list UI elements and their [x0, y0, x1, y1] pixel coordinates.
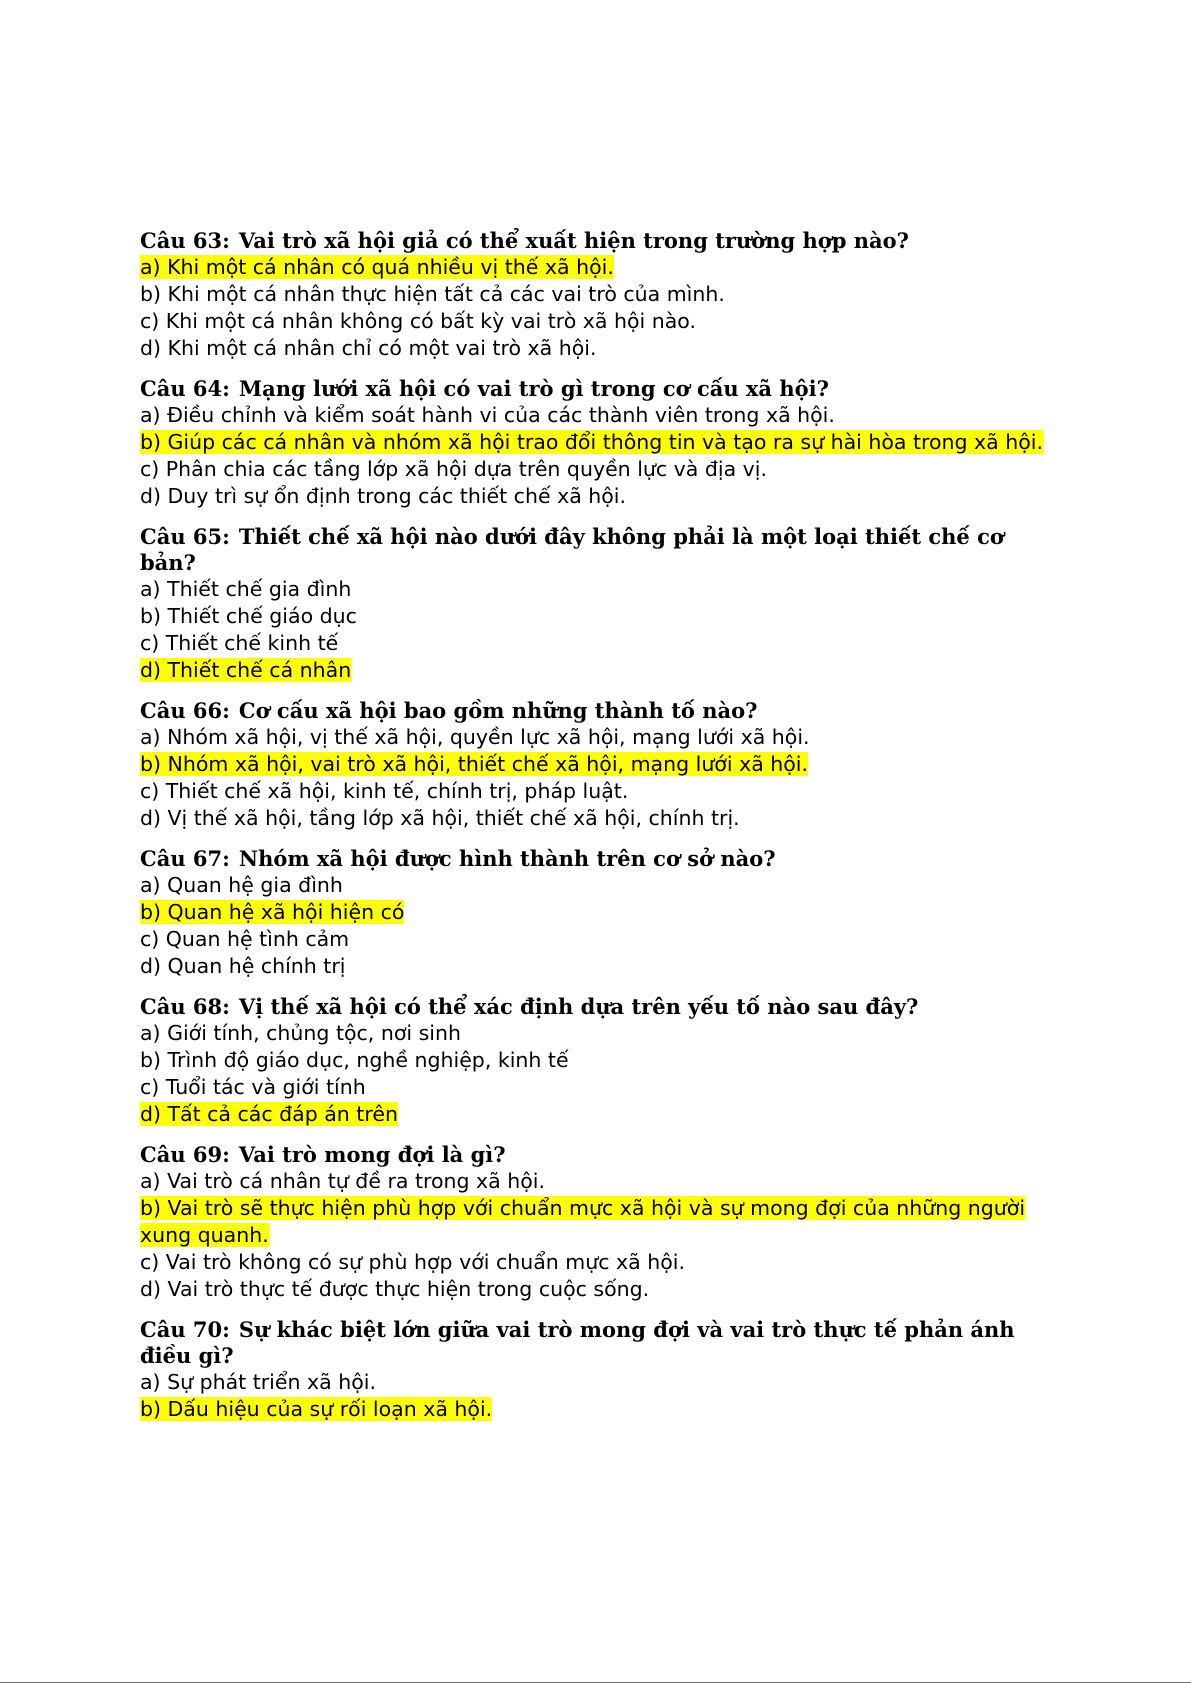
answer-option-text: a) Sự phát triển xã hội. — [140, 1370, 376, 1394]
answer-option — [140, 1276, 1060, 1303]
answer-option — [140, 281, 1060, 308]
question-title — [140, 846, 1060, 872]
answer-option — [140, 603, 1060, 630]
answer-option-text: a) Nhóm xã hội, vị thế xã hội, quyền lực xã hội, mạng lưới xã hội. — [140, 725, 810, 749]
question-text: Mạng lưới xã hội có vai trò gì trong cơ cấu xã hội? — [238, 376, 829, 401]
question-number: Câu 69: — [140, 1142, 230, 1167]
answer-option-text: b) Thiết chế giáo dục — [140, 604, 357, 628]
answer-option — [140, 953, 1060, 980]
answer-option — [140, 724, 1060, 751]
question-title — [140, 1142, 1060, 1168]
answer-option-text: b) Nhóm xã hội, vai trò xã hội, thiết chế xã hội, mạng lưới xã hội. — [140, 752, 809, 776]
answer-option-text: c) Thiết chế kinh tế — [140, 631, 339, 655]
question-title — [140, 228, 1060, 254]
answer-option-text: b) Vai trò sẽ thực hiện phù hợp với chuẩn mực xã hội và sự mong đợi của những người xung quanh. — [140, 1196, 1026, 1247]
answer-option-correct — [140, 657, 1060, 684]
answer-option-text: d) Vị thế xã hội, tầng lớp xã hội, thiết chế xã hội, chính trị. — [140, 806, 740, 830]
question-title — [140, 698, 1060, 724]
answer-option-correct — [140, 429, 1060, 456]
question-number: Câu 70: — [140, 1317, 230, 1342]
answer-option — [140, 1369, 1060, 1396]
question-text: Sự khác biệt lớn giữa vai trò mong đợi và vai trò thực tế phản ánh điều gì? — [140, 1317, 1015, 1368]
page-bottom-rule — [0, 1682, 1191, 1683]
answer-option-correct — [140, 899, 1060, 926]
question-number: Câu 68: — [140, 994, 230, 1019]
answer-option-text: c) Phân chia các tầng lớp xã hội dựa trên quyền lực và địa vị. — [140, 457, 768, 481]
answer-option-correct — [140, 1101, 1060, 1128]
question-block — [140, 846, 1060, 980]
answer-option-text: c) Thiết chế xã hội, kinh tế, chính trị, pháp luật. — [140, 779, 629, 803]
question-number: Câu 66: — [140, 698, 230, 723]
answer-option-text: b) Khi một cá nhân thực hiện tất cả các vai trò của mình. — [140, 282, 725, 306]
answer-option-text: a) Giới tính, chủng tộc, nơi sinh — [140, 1021, 461, 1045]
answer-option-text: d) Tất cả các đáp án trên — [140, 1102, 398, 1126]
answer-option-correct — [140, 1195, 1060, 1249]
question-title — [140, 376, 1060, 402]
question-text: Nhóm xã hội được hình thành trên cơ sở nào? — [238, 846, 776, 871]
answer-option-text: d) Duy trì sự ổn định trong các thiết chế xã hội. — [140, 484, 627, 508]
question-block — [140, 524, 1060, 684]
answer-option-correct — [140, 1396, 1060, 1423]
question-title — [140, 1317, 1060, 1369]
question-block — [140, 1317, 1060, 1423]
answer-option — [140, 402, 1060, 429]
answer-option — [140, 778, 1060, 805]
question-block — [140, 376, 1060, 510]
answer-option-text: b) Quan hệ xã hội hiện có — [140, 900, 405, 924]
question-number: Câu 67: — [140, 846, 230, 871]
answer-option-text: c) Khi một cá nhân không có bất kỳ vai trò xã hội nào. — [140, 309, 697, 333]
question-text: Vai trò mong đợi là gì? — [238, 1142, 506, 1167]
answer-option-text: d) Khi một cá nhân chỉ có một vai trò xã hội. — [140, 336, 597, 360]
answer-option — [140, 1168, 1060, 1195]
answer-option — [140, 483, 1060, 510]
question-text: Vị thế xã hội có thể xác định dựa trên yếu tố nào sau đây? — [238, 994, 919, 1019]
document-page — [140, 228, 1060, 1437]
answer-option-text: a) Vai trò cá nhân tự đề ra trong xã hội. — [140, 1169, 545, 1193]
answer-option — [140, 1020, 1060, 1047]
answer-option — [140, 926, 1060, 953]
question-text: Vai trò xã hội giả có thể xuất hiện trong trường hợp nào? — [238, 228, 909, 253]
answer-option-text: c) Tuổi tác và giới tính — [140, 1075, 366, 1099]
answer-option — [140, 308, 1060, 335]
question-title — [140, 994, 1060, 1020]
answer-option-text: b) Dấu hiệu của sự rối loạn xã hội. — [140, 1397, 493, 1421]
question-block — [140, 228, 1060, 362]
answer-option-text: a) Quan hệ gia đình — [140, 873, 343, 897]
question-number: Câu 64: — [140, 376, 230, 401]
question-text: Cơ cấu xã hội bao gồm những thành tố nào? — [238, 698, 758, 723]
answer-option-text: a) Khi một cá nhân có quá nhiều vị thế xã hội. — [140, 255, 614, 279]
question-block — [140, 994, 1060, 1128]
answer-option-correct — [140, 254, 1060, 281]
answer-option — [140, 576, 1060, 603]
answer-option-correct — [140, 751, 1060, 778]
question-title — [140, 524, 1060, 576]
answer-option-text: d) Quan hệ chính trị — [140, 954, 346, 978]
answer-option-text: a) Thiết chế gia đình — [140, 577, 352, 601]
answer-option-text: c) Vai trò không có sự phù hợp với chuẩn mực xã hội. — [140, 1250, 686, 1274]
question-text: Thiết chế xã hội nào dưới đây không phải là một loại thiết chế cơ bản? — [140, 524, 1004, 575]
question-number: Câu 65: — [140, 524, 230, 549]
answer-option — [140, 1249, 1060, 1276]
answer-option-text: c) Quan hệ tình cảm — [140, 927, 350, 951]
answer-option — [140, 456, 1060, 483]
answer-option-text: a) Điều chỉnh và kiểm soát hành vi của các thành viên trong xã hội. — [140, 403, 835, 427]
answer-option — [140, 872, 1060, 899]
question-block — [140, 698, 1060, 832]
answer-option-text: d) Thiết chế cá nhân — [140, 658, 352, 682]
answer-option — [140, 1047, 1060, 1074]
answer-option-text: b) Giúp các cá nhân và nhóm xã hội trao đổi thông tin và tạo ra sự hài hòa trong xã hội. — [140, 430, 1044, 454]
answer-option — [140, 1074, 1060, 1101]
answer-option — [140, 630, 1060, 657]
answer-option-text: d) Vai trò thực tế được thực hiện trong cuộc sống. — [140, 1277, 650, 1301]
answer-option-text: b) Trình độ giáo dục, nghề nghiệp, kinh tế — [140, 1048, 569, 1072]
answer-option — [140, 805, 1060, 832]
question-number: Câu 63: — [140, 228, 230, 253]
question-block — [140, 1142, 1060, 1303]
answer-option — [140, 335, 1060, 362]
